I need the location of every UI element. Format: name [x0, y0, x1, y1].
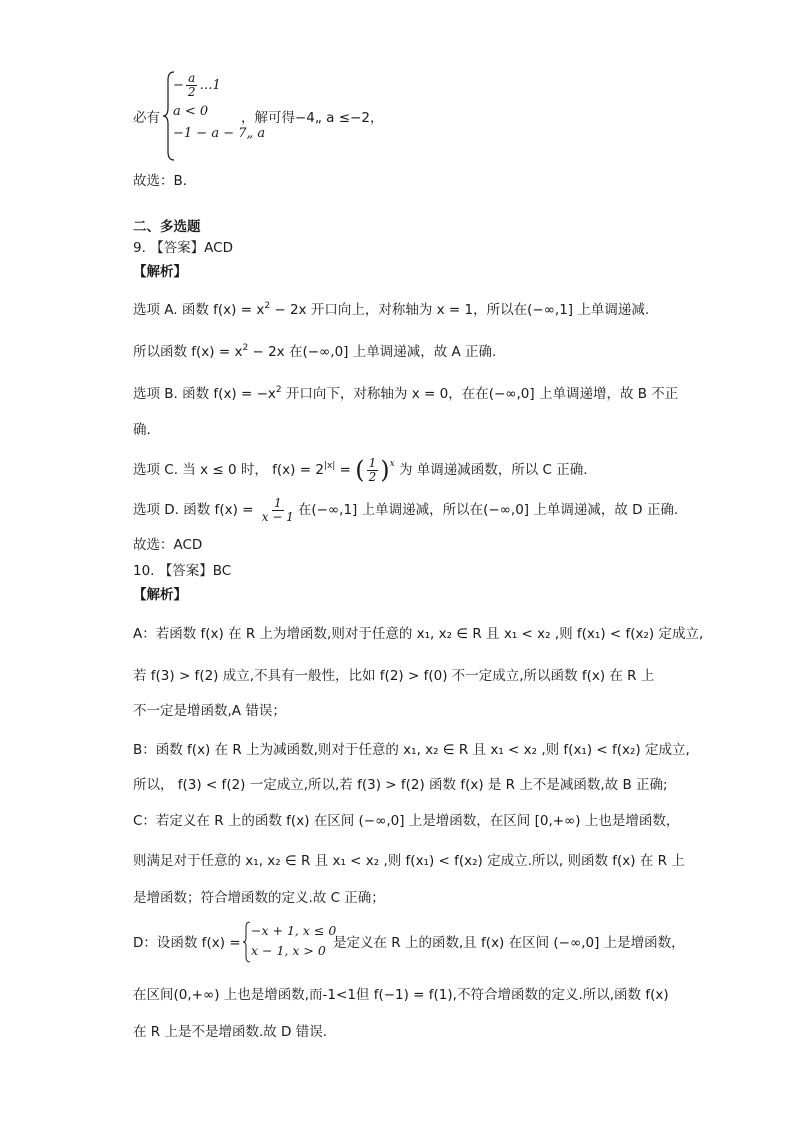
- q10-c-line-3: 是增函数；符合增函数的定义.故 C 正确；: [133, 890, 385, 906]
- system-row-2: a < 0: [173, 104, 209, 119]
- solution-text: ，解可得−4„ a ≤−2，: [241, 110, 384, 126]
- piecewise-brace-icon: [243, 921, 251, 963]
- piecewise-row-1: −x + 1, x ≤ 0: [251, 923, 337, 938]
- q10-a-line-3: 不一定是增函数,A 错误；: [133, 703, 286, 719]
- q9-option-b-line-1: 选项 B. 函数 $f(x) = -x^2$ 开口向下，对称轴为 x = 0，在在(−∞,0] 上单调递增，故 B 不正: [133, 385, 679, 402]
- q10-d-line-1-rest: 是定义在 R 上的函数,且 f(x) 在区间 (−∞,0] 上是增函数，: [333, 935, 685, 951]
- q9-option-c-line: 选项 C. 当 x ≤ 0 时， $f(x) = 2^{|x|}$ = ( $\frac{1}{2}$ )$^x$ 为 单调递减函数，所以 C 正确.: [133, 455, 588, 484]
- q10-d-line-2: 在区间(0,+∞) 上也是增函数,而-1<1但 f(−1) = f(1),不符合增函数的定义.所以,函数 f(x): [133, 987, 669, 1003]
- reciprocal-fraction: $\frac{1}{x - 1}$: [261, 495, 294, 524]
- half-fraction: $\frac{1}{2}$: [368, 455, 377, 484]
- q10-a-line-2: 若 f(3) > f(2) 成立,不具有一般性，比如 f(2) > f(0) 不一定成立,所以函数 f(x) 在 R 上: [133, 668, 655, 684]
- q9-answer-line: 9. 【答案】ACD: [133, 240, 233, 256]
- fraction: $\frac{a}{2}$: [187, 71, 196, 99]
- q9-option-b-line-2: 确.: [133, 422, 151, 438]
- q10-c-line-2: 则满足对于任意的 x₁, x₂ ∈ R 且 x₁ < x₂ ,则 f(x₁) < f(x₂) 定成立.所以, 则函数 f(x) 在 R 上: [133, 853, 685, 869]
- q10-b-line-1: B：函数 f(x) 在 R 上为减函数,则对于任意的 x₁, x₂ ∈ R 且 x₁ < x₂ ,则 f(x₁) < f(x₂) 定成立,: [133, 742, 690, 758]
- q10-a-line-1: A：若函数 f(x) 在 R 上为增函数,则对于任意的 x₁, x₂ ∈ R 且 x₁ < x₂ ,则 f(x₁) < f(x₂) 定成立,: [133, 626, 704, 642]
- q9-option-a-line-2: 所以函数 $f(x) = x^2 - 2x$ 在(−∞,0] 上单调递减，故 A 正确.: [133, 343, 497, 360]
- q9-analysis-heading: 【解析】: [133, 264, 187, 280]
- prefix-text: 必有: [133, 110, 160, 126]
- q10-analysis-heading: 【解析】: [133, 587, 187, 603]
- piecewise-definition: [243, 921, 337, 963]
- piecewise-row-2: x − 1, x > 0: [251, 943, 326, 958]
- q10-b-line-2: 所以， f(3) < f(2) 一定成立,所以,若 f(3) > f(2) 函数 f(x) 是 R 上不是减函数,故 B 正确;: [133, 777, 668, 793]
- q10-d-line-1-prefix: D：设函数 f(x) =: [133, 935, 241, 951]
- section-heading: 二、多选题: [133, 219, 201, 235]
- q10-d-line-3: 在 R 上是不是增函数.故 D 错误.: [133, 1024, 328, 1040]
- q10-answer-line: 10. 【答案】BC: [133, 563, 232, 579]
- system-row-1: − $\frac{a}{2}$ …1: [173, 71, 221, 99]
- q9-conclusion: 故选：ACD: [133, 537, 203, 553]
- answer-b-line: 故选：B．: [133, 173, 197, 189]
- q10-c-line-1: C：若定义在 R 上的函数 f(x) 在区间 (−∞,0] 上是增函数，在区间 [0,+∞) 上也是增函数，: [133, 813, 680, 829]
- system-row-3: −1 − a − 7„ a: [173, 126, 266, 141]
- q9-option-a-line-1: 选项 A. 函数 $f(x) = x^2 - 2x$ 开口向上，对称轴为 x = 1，所以在(−∞,1] 上单调递减.: [133, 301, 650, 318]
- q9-option-d-line: 选项 D. 函数 f(x) = $\frac{1}{x - 1}$ 在(−∞,1] 上单调递减，所以在(−∞,0] 上单调递减，故 D 正确.: [133, 495, 679, 524]
- inequality-system: [133, 70, 463, 162]
